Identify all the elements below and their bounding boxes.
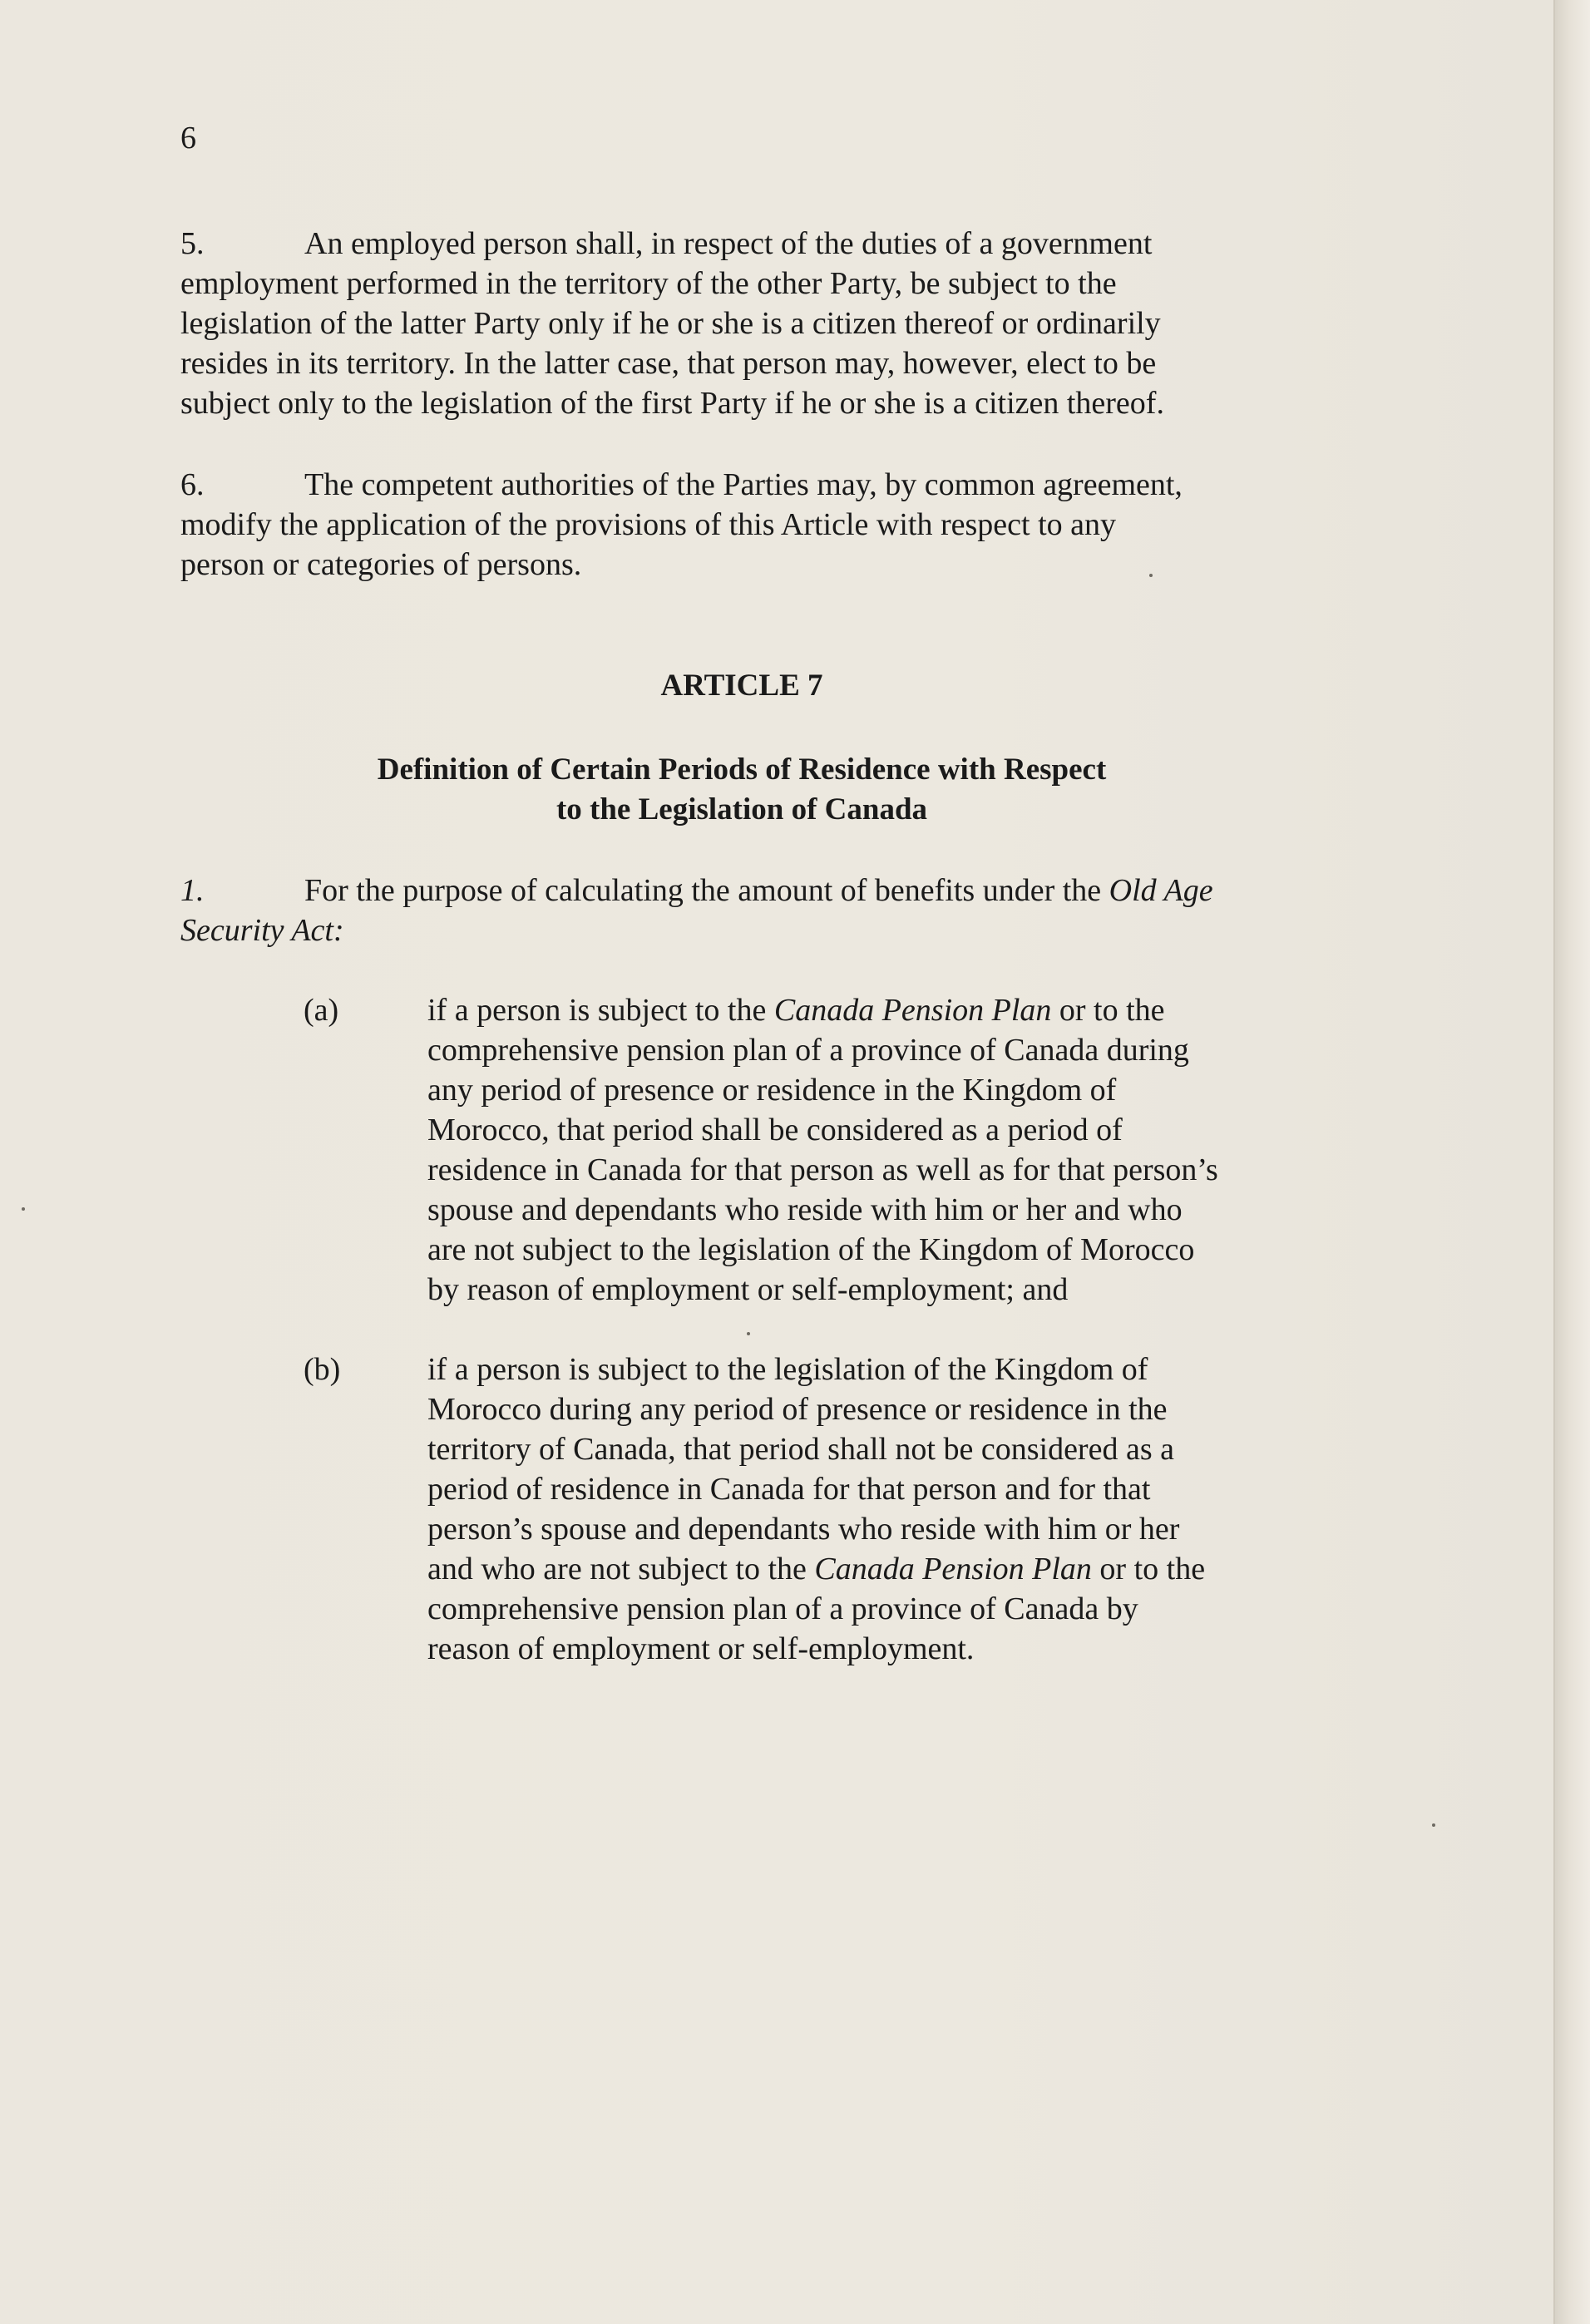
paragraph-6 [180, 465, 1320, 585]
paragraph-line [180, 465, 1320, 505]
item-text: if a person is subject to the [427, 993, 774, 1028]
article-subtitle: Definition of Certain Periods of Residence with Respect [377, 752, 1107, 787]
item-line: by reason of employment or self-employment; and [427, 1272, 1069, 1307]
page-number: 6 [180, 121, 196, 155]
item-a-text [427, 990, 1342, 1310]
paragraph-line [180, 871, 1320, 910]
paragraph-number: 6. [180, 467, 205, 502]
paragraph-line: legislation of the latter Party only if he or she is a citizen thereof or ordinarily [180, 306, 1161, 341]
paragraph-number-text: 1. [180, 873, 205, 908]
item-text: and who are not subject to the [427, 1552, 815, 1586]
item-line: territory of Canada, that period shall not be considered as a [427, 1432, 1174, 1467]
act-title: Old Age [1109, 873, 1213, 908]
plan-title: Canada Pension Plan [814, 1552, 1092, 1586]
paragraph-text: An employed person shall, in respect of the duties of a government [304, 226, 1153, 261]
item-line [427, 990, 1342, 1030]
article-subtitle: to the Legislation of Canada [556, 792, 928, 826]
item-line: comprehensive pension plan of a province of Canada by [427, 1591, 1138, 1626]
item-line: if a person is subject to the legislation of the Kingdom of [427, 1352, 1148, 1387]
paragraph-line: employment performed in the territory of the other Party, be subject to the [180, 266, 1117, 301]
speck [1432, 1823, 1435, 1827]
plan-title: Canada Pension Plan [773, 993, 1052, 1028]
item-a-label: (a) [304, 993, 339, 1028]
paragraph-1 [180, 871, 1320, 950]
paragraph-line [180, 224, 1320, 264]
item-line: Morocco during any period of presence or residence in the [427, 1392, 1168, 1427]
item-line [427, 1549, 1342, 1589]
paragraph-text: For the purpose of calculating the amount of benefits under the [304, 873, 1109, 908]
paragraph-line [180, 910, 1320, 950]
item-b-text [427, 1349, 1342, 1669]
speck [22, 1207, 25, 1211]
item-line: comprehensive pension plan of a province of Canada during [427, 1033, 1189, 1068]
paragraph-line: subject only to the legislation of the first Party if he or she is a citizen thereof. [180, 386, 1164, 421]
item-line: are not subject to the legislation of the Kingdom of Morocco [427, 1232, 1195, 1267]
paragraph-number [180, 871, 304, 910]
page-edge [1553, 0, 1590, 2324]
paragraph-5 [180, 224, 1320, 423]
item-line: reason of employment or self-employment. [427, 1631, 975, 1666]
item-line: Morocco, that period shall be considered as a period of [427, 1113, 1123, 1147]
act-title: Security Act: [180, 913, 344, 948]
item-line: residence in Canada for that person as well as for that person’s [427, 1152, 1218, 1187]
item-line: any period of presence or residence in the Kingdom of [427, 1073, 1117, 1108]
item-line: spouse and dependants who reside with him or her and who [427, 1192, 1183, 1227]
speck [747, 1332, 750, 1335]
article-heading: ARTICLE 7 [660, 669, 823, 703]
item-line: person’s spouse and dependants who reside with him or her [427, 1512, 1180, 1547]
paragraph-number: 5. [180, 226, 205, 261]
paragraph-line: resides in its territory. In the latter case, that person may, however, elect to be [180, 346, 1157, 381]
paragraph-line: modify the application of the provisions of this Article with respect to any [180, 507, 1116, 542]
item-text: or to the [1091, 1552, 1206, 1586]
item-line: period of residence in Canada for that person and for that [427, 1472, 1151, 1507]
paragraph-line: person or categories of persons. [180, 547, 582, 582]
paragraph-text: The competent authorities of the Parties may, by common agreement, [304, 467, 1183, 502]
item-b-label: (b) [304, 1352, 341, 1387]
item-text: or to the [1051, 993, 1165, 1028]
